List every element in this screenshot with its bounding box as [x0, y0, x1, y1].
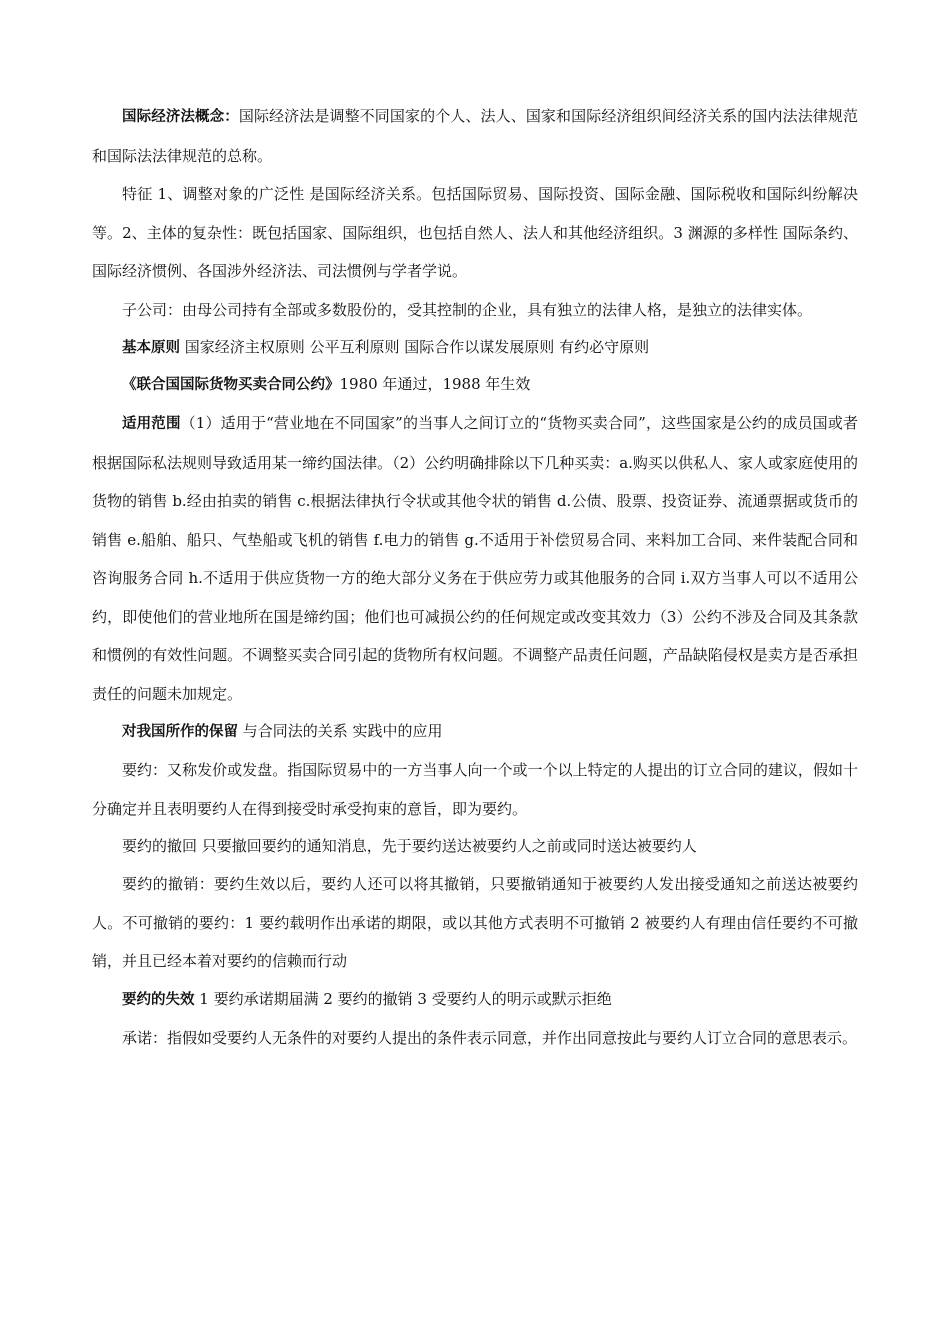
paragraph-offer-lapse	[92, 982, 858, 1017]
term-heading: 适用范围	[122, 416, 181, 432]
paragraph-features	[92, 175, 858, 291]
paragraph-convention	[92, 367, 858, 402]
document-page	[92, 97, 858, 1057]
paragraph-text: 要约：又称发价或发盘。指国际贸易中的一方当事人向一个或一个以上特定的人提出的订立合同的建议，假如十分确定并且表明要约人在得到接受时承受拘束的意旨，即为要约。	[92, 761, 858, 818]
paragraph-text: 承诺：指假如受要约人无条件的对要约人提出的条件表示同意，并作出同意按此与要约人订立合同的意思表示。	[122, 1028, 858, 1047]
paragraph-text: 特征 1、调整对象的广泛性 是国际经济关系。包括国际贸易、国际投资、国际金融、国际税收和国际纠纷解决等。2、主体的复杂性：既包括国家、国际组织，也包括自然人、法人和其他经济组织。3 渊源的多样性 国际条约、国际经济惯例、各国涉外经济法、司法惯例与学者学说。	[92, 185, 858, 280]
paragraph-text: 1 要约承诺期届满 2 要约的撤销 3 受要约人的明示或默示拒绝	[194, 989, 612, 1008]
paragraph-text: 要约的撤销：要约生效以后，要约人还可以将其撤销，只要撤销通知于被要约人发出接受通知之前送达被要约人。不可撤销的要约：1 要约载明作出承诺的期限，或以其他方式表明不可撤销 2 被要约人有理由信任要约不可撤销，并且已经本着对要约的信赖而行动	[92, 875, 858, 970]
paragraph-offer-withdrawal	[92, 829, 858, 863]
paragraph-text: 国家经济主权原则 公平互利原则 国际合作以谋发展原则 有约必守原则	[180, 338, 650, 356]
paragraph-text: 与合同法的关系 实践中的应用	[238, 722, 443, 740]
paragraph-text: 国际经济法是调整不同国家的个人、法人、国家和国际经济组织间经济关系的国内法法律规范和国际法法律规范的总称。	[92, 107, 859, 165]
paragraph-text: （1）适用于“营业地在不同国家”的当事人之间订立的“货物买卖合同”，这些国家是公约的成员国或者根据国际私法规则导致适用某一缔约国法律。（2）公约明确排除以下几种买卖：a.购买以供私人、家人或家庭使用的货物的销售 b.经由拍卖的销售 c.根据法律执行令状或其他令状的销售 d.公债、股票、投资证券、流通票据或货币的销售 e.船舶、船只、气垫船或飞机的销售 f.电力的销售 g.不适用于补偿贸易合同、来料加工合同、来件装配合同和咨询服务合同 h.不适用于供应货物一方的绝大部分义务在于供应劳力或其他服务的合同 i.双方当事人可以不适用公约，即使他们的营业地所在国是缔约国；他们也可减损公约的任何规定或改变其效力（3）公约不涉及合同及其条款和惯例的有效性问题。不调整买卖合同引起的货物所有权问题。不调整产品责任问题，产品缺陷侵权是卖方是否承担责任的问题未加规定。	[92, 414, 858, 703]
term-heading: 《联合国国际货物买卖合同公约》	[122, 377, 340, 393]
paragraph-offer	[92, 751, 858, 828]
term-heading: 国际经济法概念：	[122, 109, 239, 125]
paragraph-subsidiary	[92, 291, 858, 330]
paragraph-acceptance	[92, 1019, 858, 1058]
paragraph-text: 1980 年通过，1988 年生效	[339, 375, 531, 393]
paragraph-scope	[92, 404, 858, 713]
paragraph-reservation	[92, 714, 858, 749]
term-heading: 要约的失效	[122, 991, 195, 1008]
paragraph-definition	[92, 97, 858, 175]
paragraph-text: 子公司：由母公司持有全部或多数股份的，受其控制的企业，具有独立的法律人格，是独立的法律实体。	[122, 300, 813, 319]
paragraph-text: 要约的撤回 只要撤回要约的通知消息，先于要约送达被要约人之前或同时送达被要约人	[122, 837, 697, 855]
term-heading: 基本原则	[122, 340, 180, 356]
term-heading: 对我国所作的保留	[122, 724, 238, 740]
paragraph-offer-revocation	[92, 865, 858, 981]
paragraph-basic-principles	[92, 330, 858, 365]
